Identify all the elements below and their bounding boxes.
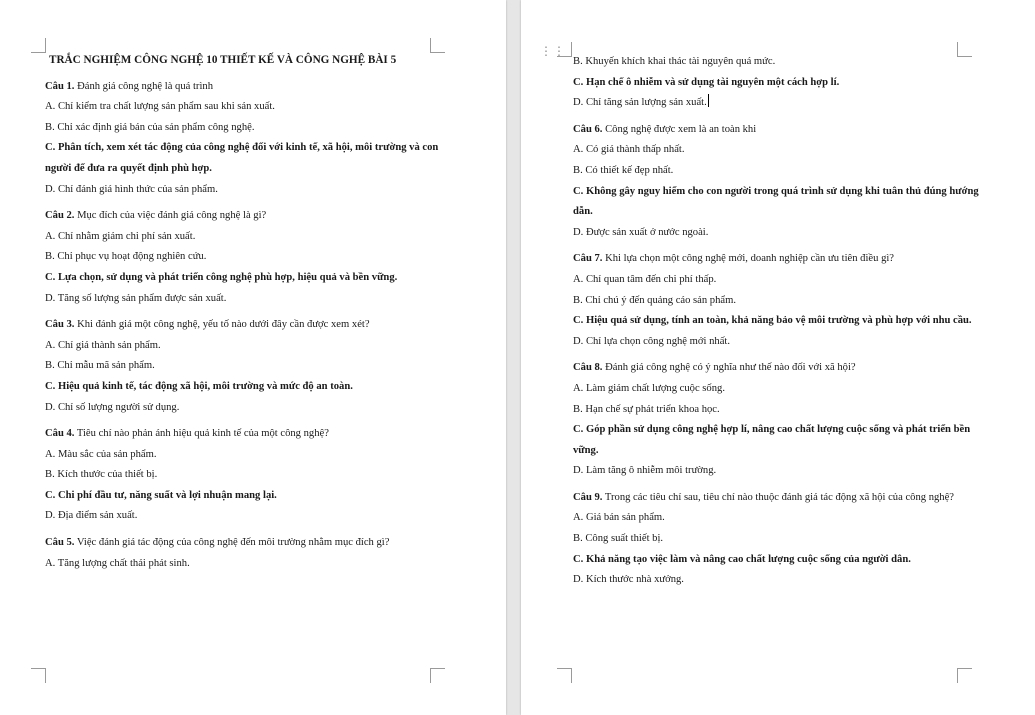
question-text: Việc đánh giá tác động của công nghệ đến môi trường nhằm mục đích gì? bbox=[74, 537, 390, 549]
answer-option: A. Chỉ quan tâm đến chi phí thấp. bbox=[573, 273, 717, 285]
question-text: Khi lựa chọn một công nghệ mới, doanh nghiệp cần ưu tiên điều gì? bbox=[602, 253, 895, 265]
question-block bbox=[573, 488, 983, 591]
paragraph-drag-handle-icon[interactable]: ⋮⋮ bbox=[540, 44, 566, 58]
question-block bbox=[45, 424, 445, 527]
question-text: Trong các tiêu chí sau, tiêu chí nào thuộc đánh giá tác động xã hội của công nghệ? bbox=[602, 491, 954, 503]
question-stem bbox=[45, 77, 445, 98]
question-block bbox=[45, 77, 445, 201]
answer-option: A. Tăng lượng chất thải phát sinh. bbox=[45, 557, 190, 569]
text-cursor bbox=[708, 94, 709, 107]
answer-option: B. Chỉ chú ý đến quảng cáo sản phẩm. bbox=[573, 294, 736, 306]
page-left-content[interactable] bbox=[45, 50, 445, 574]
answer-option-correct: C. Lựa chọn, sử dụng và phát triển công nghệ phù hợp, hiệu quả và bền vững. bbox=[45, 271, 398, 283]
answer-option: B. Có thiết kế đẹp nhất. bbox=[573, 164, 674, 176]
answer-option: A. Chỉ nhằm giảm chi phí sản xuất. bbox=[45, 230, 196, 242]
answer-option-correct: C. Khả năng tạo việc làm và nâng cao chất lượng cuộc sống của người dân. bbox=[573, 553, 911, 565]
question-text: Tiêu chí nào phản ánh hiệu quả kinh tế của một công nghệ? bbox=[74, 428, 329, 440]
question-label: Câu 1. bbox=[45, 80, 75, 92]
question-text: Mục đích của việc đánh giá công nghệ là gì? bbox=[74, 210, 267, 222]
answer-option: A. Chỉ kiểm tra chất lượng sản phẩm sau khi sản xuất. bbox=[45, 101, 275, 113]
document-title: TRẮC NGHIỆM CÔNG NGHỆ 10 THIẾT KẾ VÀ CÔNG NGHỆ BÀI 5 bbox=[49, 54, 397, 66]
question-label: Câu 2. bbox=[45, 210, 75, 222]
answer-option: D. Chỉ lựa chọn công nghệ mới nhất. bbox=[573, 335, 730, 347]
page-right[interactable] bbox=[521, 0, 1035, 715]
answer-option: B. Công suất thiết bị. bbox=[573, 533, 664, 545]
question-label: Câu 9. bbox=[573, 491, 603, 503]
answer-option-correct: C. Hạn chế ô nhiễm và sử dụng tài nguyên một cách hợp lí. bbox=[573, 76, 840, 88]
answer-option: B. Hạn chế sự phát triển khoa học. bbox=[573, 403, 720, 415]
crop-mark bbox=[31, 38, 46, 53]
answer-option: D. Chỉ số lượng người sử dụng. bbox=[45, 401, 180, 413]
question-label: Câu 7. bbox=[573, 253, 603, 265]
answer-option-correct: C. Hiệu quả kinh tế, tác động xã hội, môi trường và mức độ an toàn. bbox=[45, 380, 353, 392]
question-stem bbox=[573, 358, 983, 379]
question-stem bbox=[45, 424, 445, 445]
question-text: Khi đánh giá một công nghệ, yếu tố nào dưới đây cần được xem xét? bbox=[74, 319, 370, 331]
question-text: Đánh giá công nghệ là quá trình bbox=[74, 80, 213, 92]
answer-option: D. Được sản xuất ở nước ngoài. bbox=[573, 226, 709, 238]
question-label: Câu 4. bbox=[45, 428, 75, 440]
answer-option-correct: C. Chi phí đầu tư, năng suất và lợi nhuận mang lại. bbox=[45, 489, 277, 501]
answer-option bbox=[573, 93, 983, 114]
question-stem bbox=[573, 488, 983, 509]
answer-option: B. Khuyến khích khai thác tài nguyên quá mức. bbox=[573, 56, 776, 67]
answer-option: D. Làm tăng ô nhiễm môi trường. bbox=[573, 465, 717, 477]
answer-option: B. Chỉ phục vụ hoạt động nghiên cứu. bbox=[45, 251, 207, 263]
answer-option: A. Chỉ giá thành sản phẩm. bbox=[45, 339, 161, 351]
crop-mark bbox=[957, 668, 972, 683]
question-stem bbox=[45, 315, 445, 336]
answer-option: D. Địa điểm sản xuất. bbox=[45, 510, 138, 522]
crop-mark bbox=[557, 668, 572, 683]
question-text: Đánh giá công nghệ có ý nghĩa như thế nào đối với xã hội? bbox=[602, 362, 856, 374]
answer-option: A. Giá bán sản phẩm. bbox=[573, 512, 665, 524]
question-block bbox=[573, 249, 983, 352]
page-left[interactable] bbox=[0, 0, 506, 715]
answer-option: A. Có giá thành thấp nhất. bbox=[573, 144, 685, 156]
question-label: Câu 3. bbox=[45, 319, 75, 331]
question-label: Câu 8. bbox=[573, 362, 603, 374]
crop-mark bbox=[31, 668, 46, 683]
question-block bbox=[45, 315, 445, 418]
question-stem bbox=[573, 120, 983, 141]
answer-option: B. Chỉ mẫu mã sản phẩm. bbox=[45, 360, 155, 372]
answer-option: D. Chỉ đánh giá hình thức của sản phẩm. bbox=[45, 183, 218, 195]
answer-option: A. Màu sắc của sản phẩm. bbox=[45, 448, 157, 460]
question-continuation bbox=[573, 52, 983, 114]
answer-option-correct: C. Phân tích, xem xét tác động của công nghệ đối với kinh tế, xã hội, môi trường và con người để đưa ra quyết định phù hợp. bbox=[45, 142, 439, 174]
question-stem bbox=[573, 249, 983, 270]
answer-option: B. Kích thước của thiết bị. bbox=[45, 469, 158, 481]
answer-option: D. Tăng số lượng sản phẩm được sản xuất. bbox=[45, 292, 227, 304]
question-block bbox=[45, 533, 445, 574]
answer-option-text: D. Chỉ tăng sản lượng sản xuất. bbox=[573, 97, 707, 109]
answer-option: D. Kích thước nhà xưởng. bbox=[573, 574, 684, 586]
question-block bbox=[573, 358, 983, 482]
question-stem bbox=[45, 206, 445, 227]
answer-option: B. Chỉ xác định giá bán của sản phẩm công nghệ. bbox=[45, 121, 255, 133]
crop-mark bbox=[430, 668, 445, 683]
answer-option-correct: C. Góp phần sử dụng công nghệ hợp lí, nâng cao chất lượng cuộc sống và phát triển bền vững. bbox=[573, 424, 971, 456]
question-text: Công nghệ được xem là an toàn khi bbox=[602, 123, 757, 135]
question-block bbox=[45, 206, 445, 309]
answer-option: A. Làm giảm chất lượng cuộc sống. bbox=[573, 382, 725, 394]
answer-option-correct: C. Không gây nguy hiểm cho con người trong quá trình sử dụng khi tuân thủ đúng hướng dẫn. bbox=[573, 185, 979, 218]
question-block bbox=[573, 120, 983, 244]
answer-option-correct: C. Hiệu quả sử dụng, tính an toàn, khả năng bảo vệ môi trường và phù hợp với nhu cầu. bbox=[573, 315, 972, 327]
question-stem bbox=[45, 533, 445, 554]
question-label: Câu 6. bbox=[573, 123, 603, 135]
question-label: Câu 5. bbox=[45, 537, 75, 549]
page-right-content[interactable] bbox=[573, 52, 983, 591]
